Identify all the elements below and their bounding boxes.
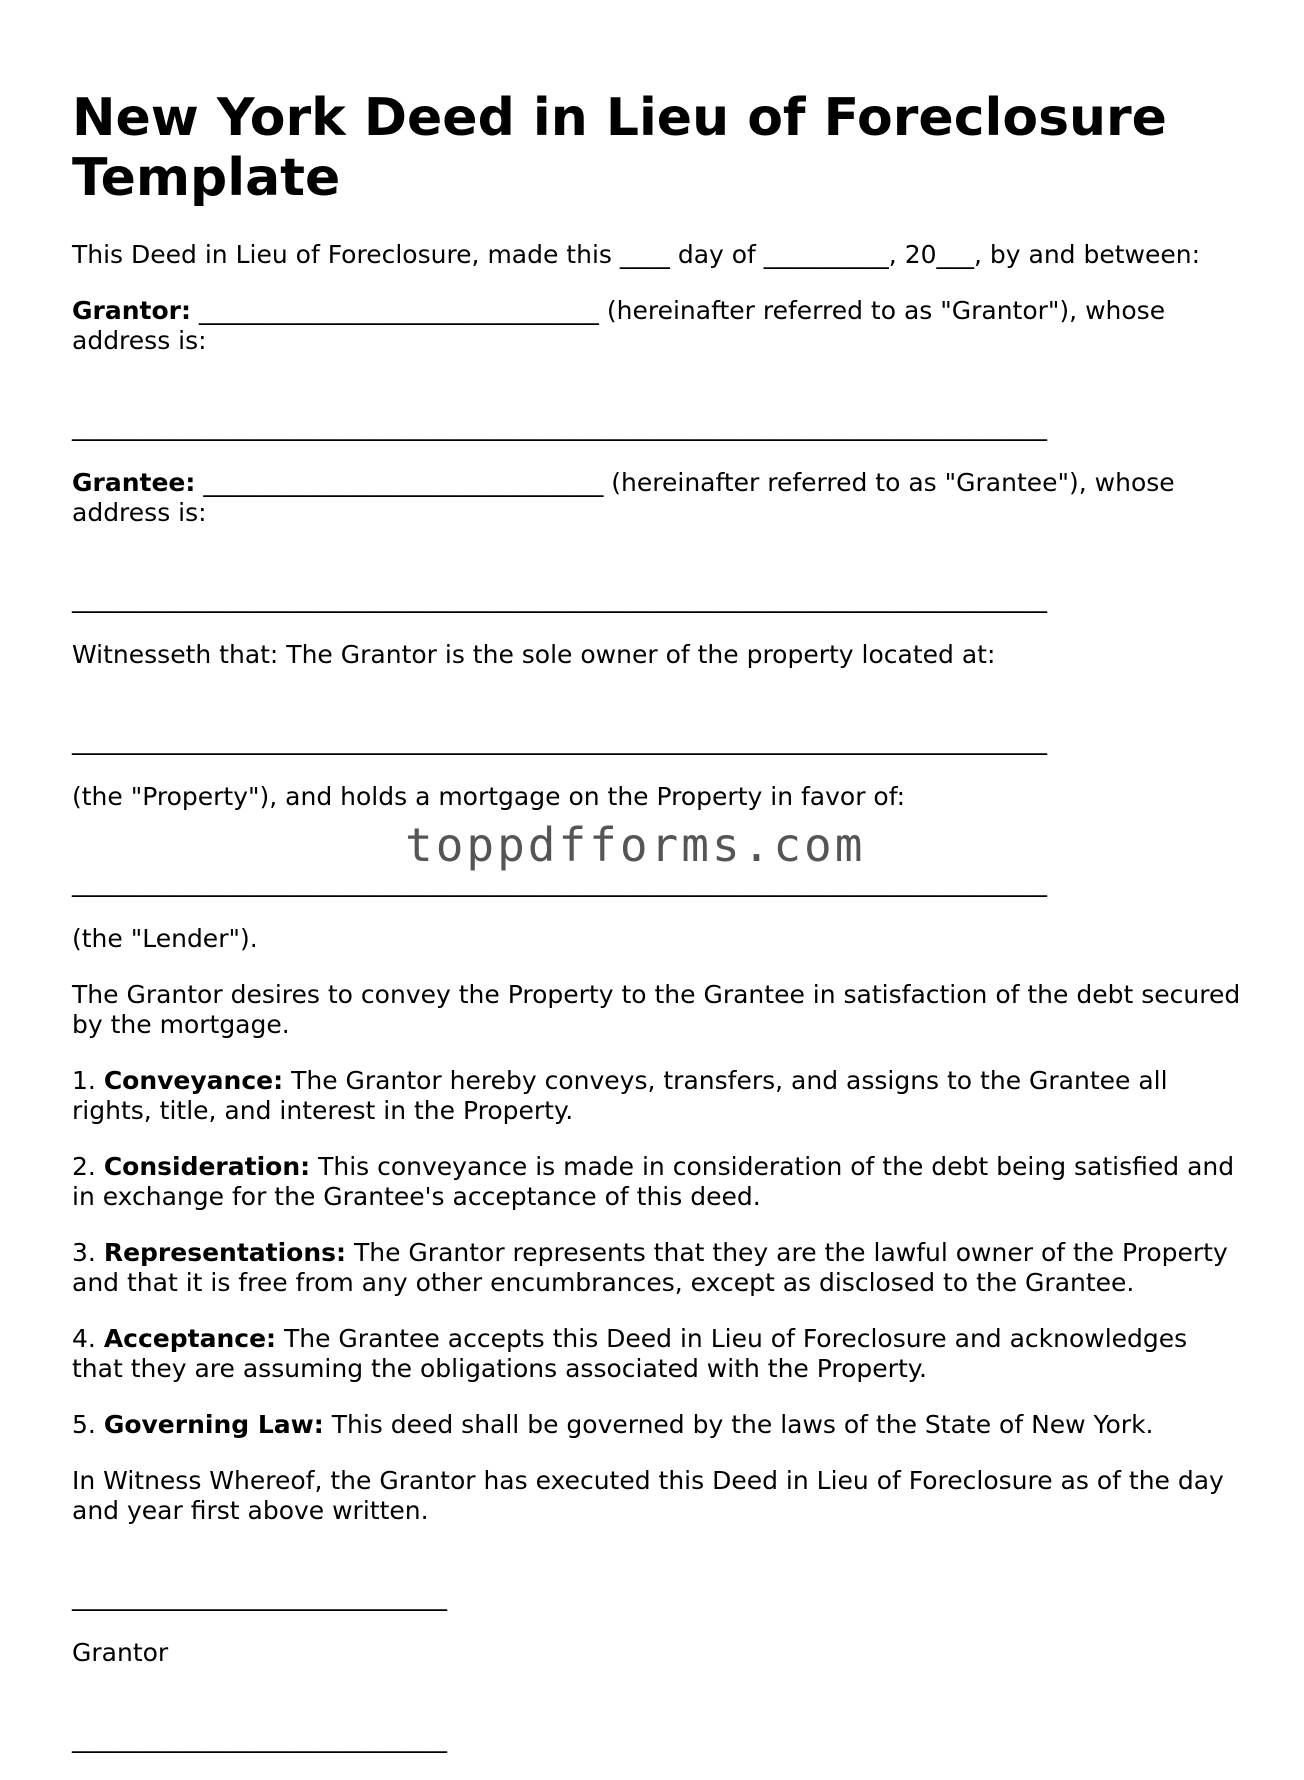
- clause-heading: Conveyance:: [103, 1066, 284, 1095]
- property-paragraph: (the "Property"), and holds a mortgage on the Property in favor of:: [72, 782, 906, 811]
- clause-representations: [72, 1238, 1242, 1298]
- clause-governing-law: [72, 1410, 1242, 1440]
- signature-line: ______________________________: [72, 1582, 447, 1611]
- lender-line: ______________________________________________________________________________: [72, 868, 1047, 897]
- clause-text: This conveyance is made in consideration of the debt being satisfied and in exchange for the Grantee's acceptance of this deed.: [72, 1152, 1235, 1211]
- intro-paragraph: This Deed in Lieu of Foreclosure, made this ____ day of __________, 20___, by and between:: [72, 240, 1201, 269]
- clause-text: This deed shall be governed by the laws of the State of New York.: [323, 1410, 1154, 1439]
- grantee-label: Grantee:: [72, 468, 196, 497]
- clause-heading: Representations:: [103, 1238, 347, 1267]
- clause-heading: Governing Law:: [103, 1410, 324, 1439]
- desire-paragraph: The Grantor desires to convey the Property to the Grantee in satisfaction of the debt secured by the mortgage.: [72, 980, 1241, 1039]
- grantee-text: ________________________________ (hereinafter referred to as "Grantee"), whose address is:: [72, 468, 1175, 527]
- lender-paragraph: (the "Lender").: [72, 924, 258, 953]
- clause-text: The Grantor represents that they are the lawful owner of the Property and that it is free from any other encumbrances, except as disclosed to the Grantee.: [72, 1238, 1228, 1297]
- signature-line-second: ______________________________: [72, 1724, 447, 1753]
- grantee-paragraph: [72, 468, 1242, 528]
- document-page: [72, 88, 1242, 1780]
- watermark: toppdfforms.com: [405, 818, 866, 872]
- grantor-text: ________________________________ (hereinafter referred to as "Grantor"), whose address is:: [72, 296, 1166, 355]
- grantee-address-line: ______________________________________________________________________________: [72, 584, 1047, 613]
- grantor-address-line: ______________________________________________________________________________: [72, 412, 1047, 441]
- clause-text: The Grantor hereby conveys, transfers, and assigns to the Grantee all rights, title, and interest in the Property.: [72, 1066, 1168, 1125]
- clause-conveyance: [72, 1066, 1242, 1126]
- page-title: New York Deed in Lieu of Foreclosure Template: [72, 88, 1167, 208]
- clause-number: 1.: [72, 1066, 104, 1095]
- grantor-label: Grantor:: [72, 296, 191, 325]
- witness-whereof-paragraph: In Witness Whereof, the Grantor has executed this Deed in Lieu of Foreclosure as of the day and year first above written.: [72, 1466, 1224, 1525]
- clause-number: 3.: [72, 1238, 104, 1267]
- clause-heading: Acceptance:: [103, 1324, 277, 1353]
- clause-number: 4.: [72, 1324, 104, 1353]
- grantor-paragraph: [72, 296, 1242, 356]
- clause-heading: Consideration:: [103, 1152, 311, 1181]
- clause-consideration: [72, 1152, 1242, 1212]
- clause-acceptance: [72, 1324, 1242, 1384]
- property-address-line: ______________________________________________________________________________: [72, 726, 1047, 755]
- clause-text: The Grantee accepts this Deed in Lieu of Foreclosure and acknowledges that they are assuming the obligations associated with the Property.: [72, 1324, 1188, 1383]
- clause-number: 5.: [72, 1410, 104, 1439]
- clause-number: 2.: [72, 1152, 104, 1181]
- witnesseth-paragraph: Witnesseth that: The Grantor is the sole owner of the property located at:: [72, 640, 996, 669]
- signature-label: Grantor: [72, 1638, 169, 1667]
